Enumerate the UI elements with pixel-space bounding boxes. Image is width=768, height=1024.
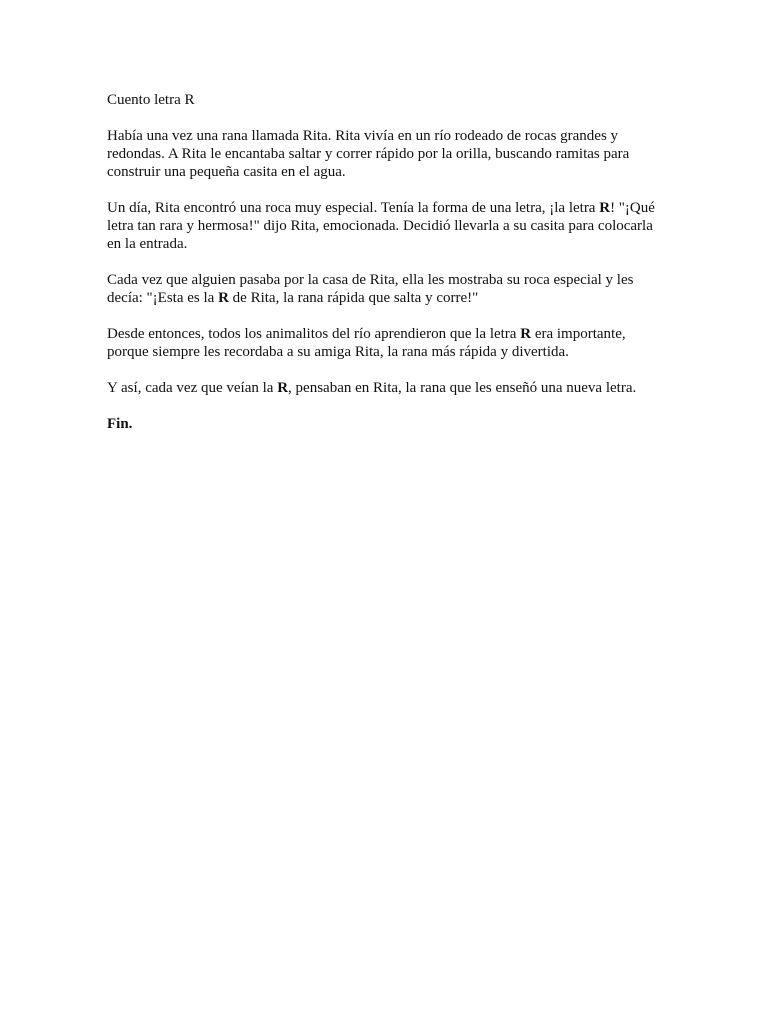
paragraph-3-bold-letter: R bbox=[218, 290, 229, 306]
paragraph-5-text-a: Y así, cada vez que veían la bbox=[107, 380, 278, 396]
paragraph-2 bbox=[107, 199, 667, 253]
paragraph-5 bbox=[107, 379, 667, 397]
document-body bbox=[107, 91, 667, 451]
paragraph-3 bbox=[107, 271, 667, 307]
ending-text: Fin. bbox=[107, 416, 133, 432]
paragraph-2-text-b: ! "¡Qué letra tan rara y hermosa!" dijo Rita, emocionada. Decidió llevarla a su casita para colocarla en la entrada. bbox=[107, 200, 655, 252]
paragraph-3-text-a: Cada vez que alguien pasaba por la casa de Rita, ella les mostraba su roca especial y les decía: "¡Esta es la bbox=[107, 272, 634, 306]
story-ending bbox=[107, 415, 667, 433]
paragraph-2-text-a: Un día, Rita encontró una roca muy especial. Tenía la forma de una letra, ¡la letra bbox=[107, 200, 600, 216]
paragraph-3-text-b: de Rita, la rana rápida que salta y corre!" bbox=[228, 290, 479, 306]
paragraph-4-bold-letter: R bbox=[520, 326, 532, 342]
paragraph-5-text-b: , pensaban en Rita, la rana que les enseñó una nueva letra. bbox=[288, 380, 637, 396]
paragraph-4-text-a: Desde entonces, todos los animalitos del río aprendieron que la letra bbox=[107, 326, 521, 342]
paragraph-2-bold-letter: R bbox=[599, 200, 611, 216]
paragraph-5-bold-letter: R bbox=[277, 380, 289, 396]
paragraph-4-text-b: era importante, porque siempre les recordaba a su amiga Rita, la rana más rápida y divertida. bbox=[107, 326, 626, 360]
story-title: Cuento letra R bbox=[107, 92, 195, 108]
paragraph-1: Había una vez una rana llamada Rita. Rita vivía en un río rodeado de rocas grandes y redondas. A Rita le encantaba saltar y correr rápido por la orilla, buscando ramitas para construir una pequeña casita en el agua. bbox=[107, 128, 630, 180]
paragraph-4 bbox=[107, 325, 667, 361]
